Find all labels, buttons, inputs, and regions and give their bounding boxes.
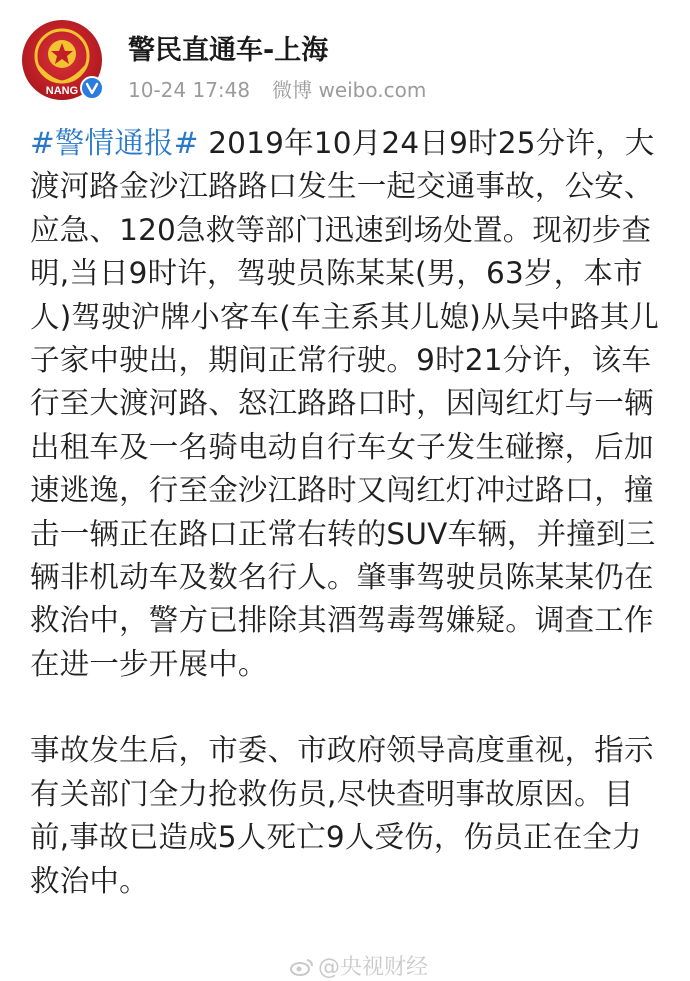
account-name[interactable]: 警民直通车-上海 xyxy=(128,35,329,66)
weibo-logo-icon xyxy=(290,958,314,976)
paragraph-1-text: 2019年10月24日9时25分许，大渡河路金沙江路路口发生一起交通事故，公安、应急、120急救等部门迅速到场处置。现初步查明,当日9时许，驾驶员陈某某(男，63岁，本市人)驾驶沪牌小客车(车主系其儿媳)从吴中路其儿子家中驶出，期间正常行驶。9时21分许，该车行至大渡河路、怒江路路口时，因闯红灯与一辆出租车及一名骑电动自行车女子发生碰擦，后加速逃逸，行至金沙江路时又闯红灯冲过路口，撞击一辆正在路口正常右转的SUV车辆，并撞到三辆非机动车及数名行人。肇事驾驶员陈某某仍在救治中，警方已排除其酒驾毒驾嫌疑。调查工作在进一步开展中。 xyxy=(30,126,660,681)
post-body xyxy=(30,122,670,903)
post-meta xyxy=(128,74,448,103)
verified-v-icon xyxy=(80,76,104,100)
post-paragraph-2: 事故发生后，市委、市政府领导高度重视，指示有关部门全力抢救伤员,尽快查明事故原因。目前,事故已造成5人死亡9人受伤，伤员正在全力救治中。 xyxy=(30,733,654,898)
svg-text:NANG: NANG xyxy=(45,85,79,97)
post-time: 10-24 17:48 xyxy=(128,78,251,102)
post-paragraph-1 xyxy=(30,122,670,686)
hashtag-link[interactable]: #警情通报# xyxy=(30,126,199,160)
watermark-text: @央视财经 xyxy=(318,955,429,980)
post-source: 微博 weibo.com xyxy=(272,78,427,102)
watermark xyxy=(290,950,428,981)
post-header xyxy=(0,0,690,110)
